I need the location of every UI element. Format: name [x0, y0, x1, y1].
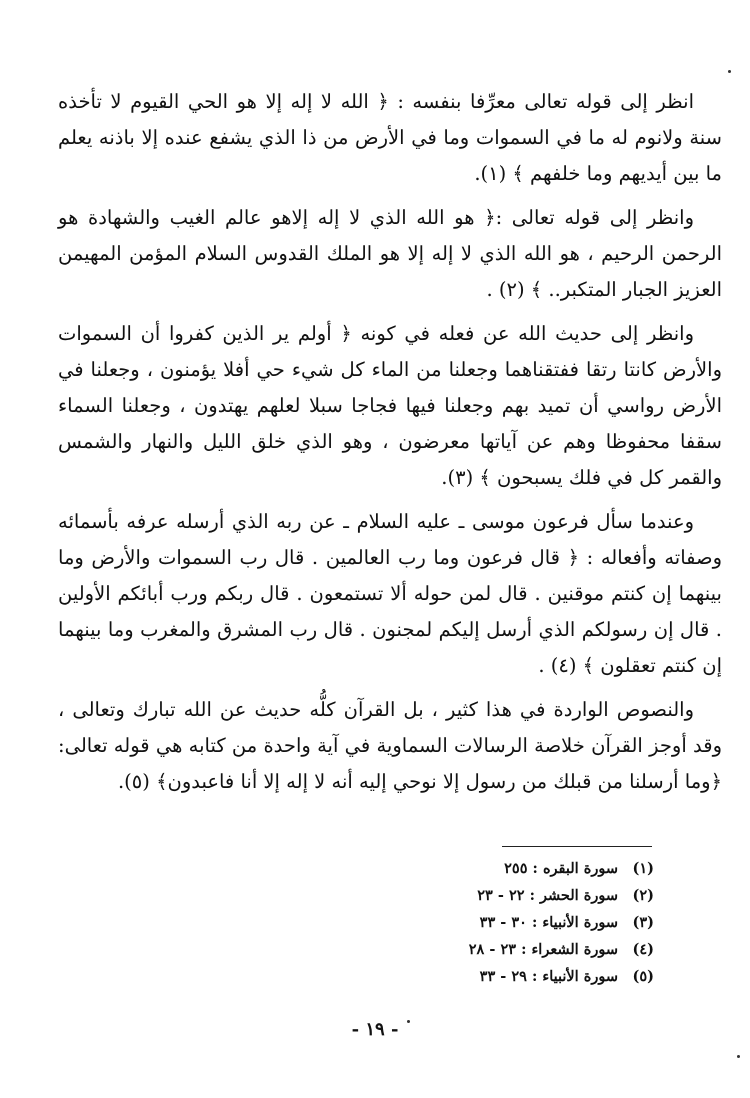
scan-speck — [407, 1020, 410, 1023]
footnote-text: سورة الأنبياء : ٣٠ - ٣٣ — [479, 914, 618, 931]
scan-speck — [737, 1055, 740, 1058]
footnote-3 — [404, 909, 654, 936]
footnote-number: (٣) — [632, 914, 654, 931]
scan-speck — [728, 70, 731, 73]
footnote-text: سورة البقره : ٢٥٥ — [504, 860, 618, 877]
page-number: - ١٩ - — [351, 1019, 399, 1040]
footnote-2 — [404, 882, 654, 909]
footnote-5 — [404, 963, 654, 990]
footnote-number: (١) — [632, 860, 654, 877]
footnote-4 — [404, 936, 654, 963]
main-text — [58, 84, 722, 808]
paragraph-4: وعندما سأل فرعون موسى ـ عليه السلام ـ عن ربه الذي أرسله عرفه بأسمائه وصفاته وأفعاله : ﴿ قال فرعون وما رب العالمين . قال رب السموات والأرض وما بينهما إن كنتم موقنين . قال لمن حوله ألا تستمعون . قال ربكم ورب أبائكم الأولين . قال إن رسولكم الذي أرسل إليكم لمجنون . قال رب المشرق والمغرب وما بينهما إن كنتم تعقلون ﴾ (٤) . — [58, 510, 722, 677]
footnote-divider — [502, 846, 652, 847]
footnote-text: سورة الأنبياء : ٢٩ - ٣٣ — [479, 968, 618, 985]
paragraph-3: وانظر إلى حديث الله عن فعله في كونه ﴿ أولم ير الذين كفروا أن السموات والأرض كانتا رتقا ففتقناهما وجعلنا من الماء كل شيء حي أفلا يؤمنون ، وجعلنا في الأرض رواسي أن تميد بهم وجعلنا فيها فجاجا سبلا لعلهم يهتدون ، وجعلنا السماء سقفا محفوظا وهم عن آياتها معرضون ، وهو الذي خلق الليل والنهار والشمس والقمر كل في فلك يسبحون ﴾ (٣). — [58, 322, 722, 489]
paragraph-1: انظر إلى قوله تعالى معرِّفا بنفسه : ﴿ الله لا إله إلا هو الحي القيوم لا تأخذه سنة ولانوم له ما في السموات وما في الأرض من ذا الذي يشفع عنده إلا باذنه يعلم ما بين أيديهم وما خلفهم ﴾ (١). — [58, 90, 722, 185]
footnote-text: سورة الحشر : ٢٢ - ٢٣ — [477, 887, 618, 904]
paragraph-2: وانظر إلى قوله تعالى :﴿ هو الله الذي لا إله إلاهو عالم الغيب والشهادة هو الرحمن الرحيم ، هو الله الذي لا إله إلا هو الملك القدوس السلام المؤمن المهيمن العزيز الجبار المتكبر.. ﴾ (٢) . — [58, 206, 722, 301]
paragraph-5: والنصوص الواردة في هذا كثير ، بل القرآن كلُّه حديث عن الله تبارك وتعالى ، وقد أوجز القرآن خلاصة الرسالات السماوية في آية واحدة من كتابه هي قوله تعالى: ﴿وما أرسلنا من قبلك من رسول إلا نوحي إليه أنه لا إله إلا أنا فاعبدون﴾ (٥). — [58, 698, 722, 793]
footnote-number: (٢) — [632, 887, 654, 904]
footnote-1 — [404, 855, 654, 882]
footnote-number: (٤) — [632, 941, 654, 958]
footnote-number: (٥) — [632, 968, 654, 985]
footnotes — [404, 855, 654, 990]
footnote-text: سورة الشعراء : ٢٣ - ٢٨ — [468, 941, 618, 958]
